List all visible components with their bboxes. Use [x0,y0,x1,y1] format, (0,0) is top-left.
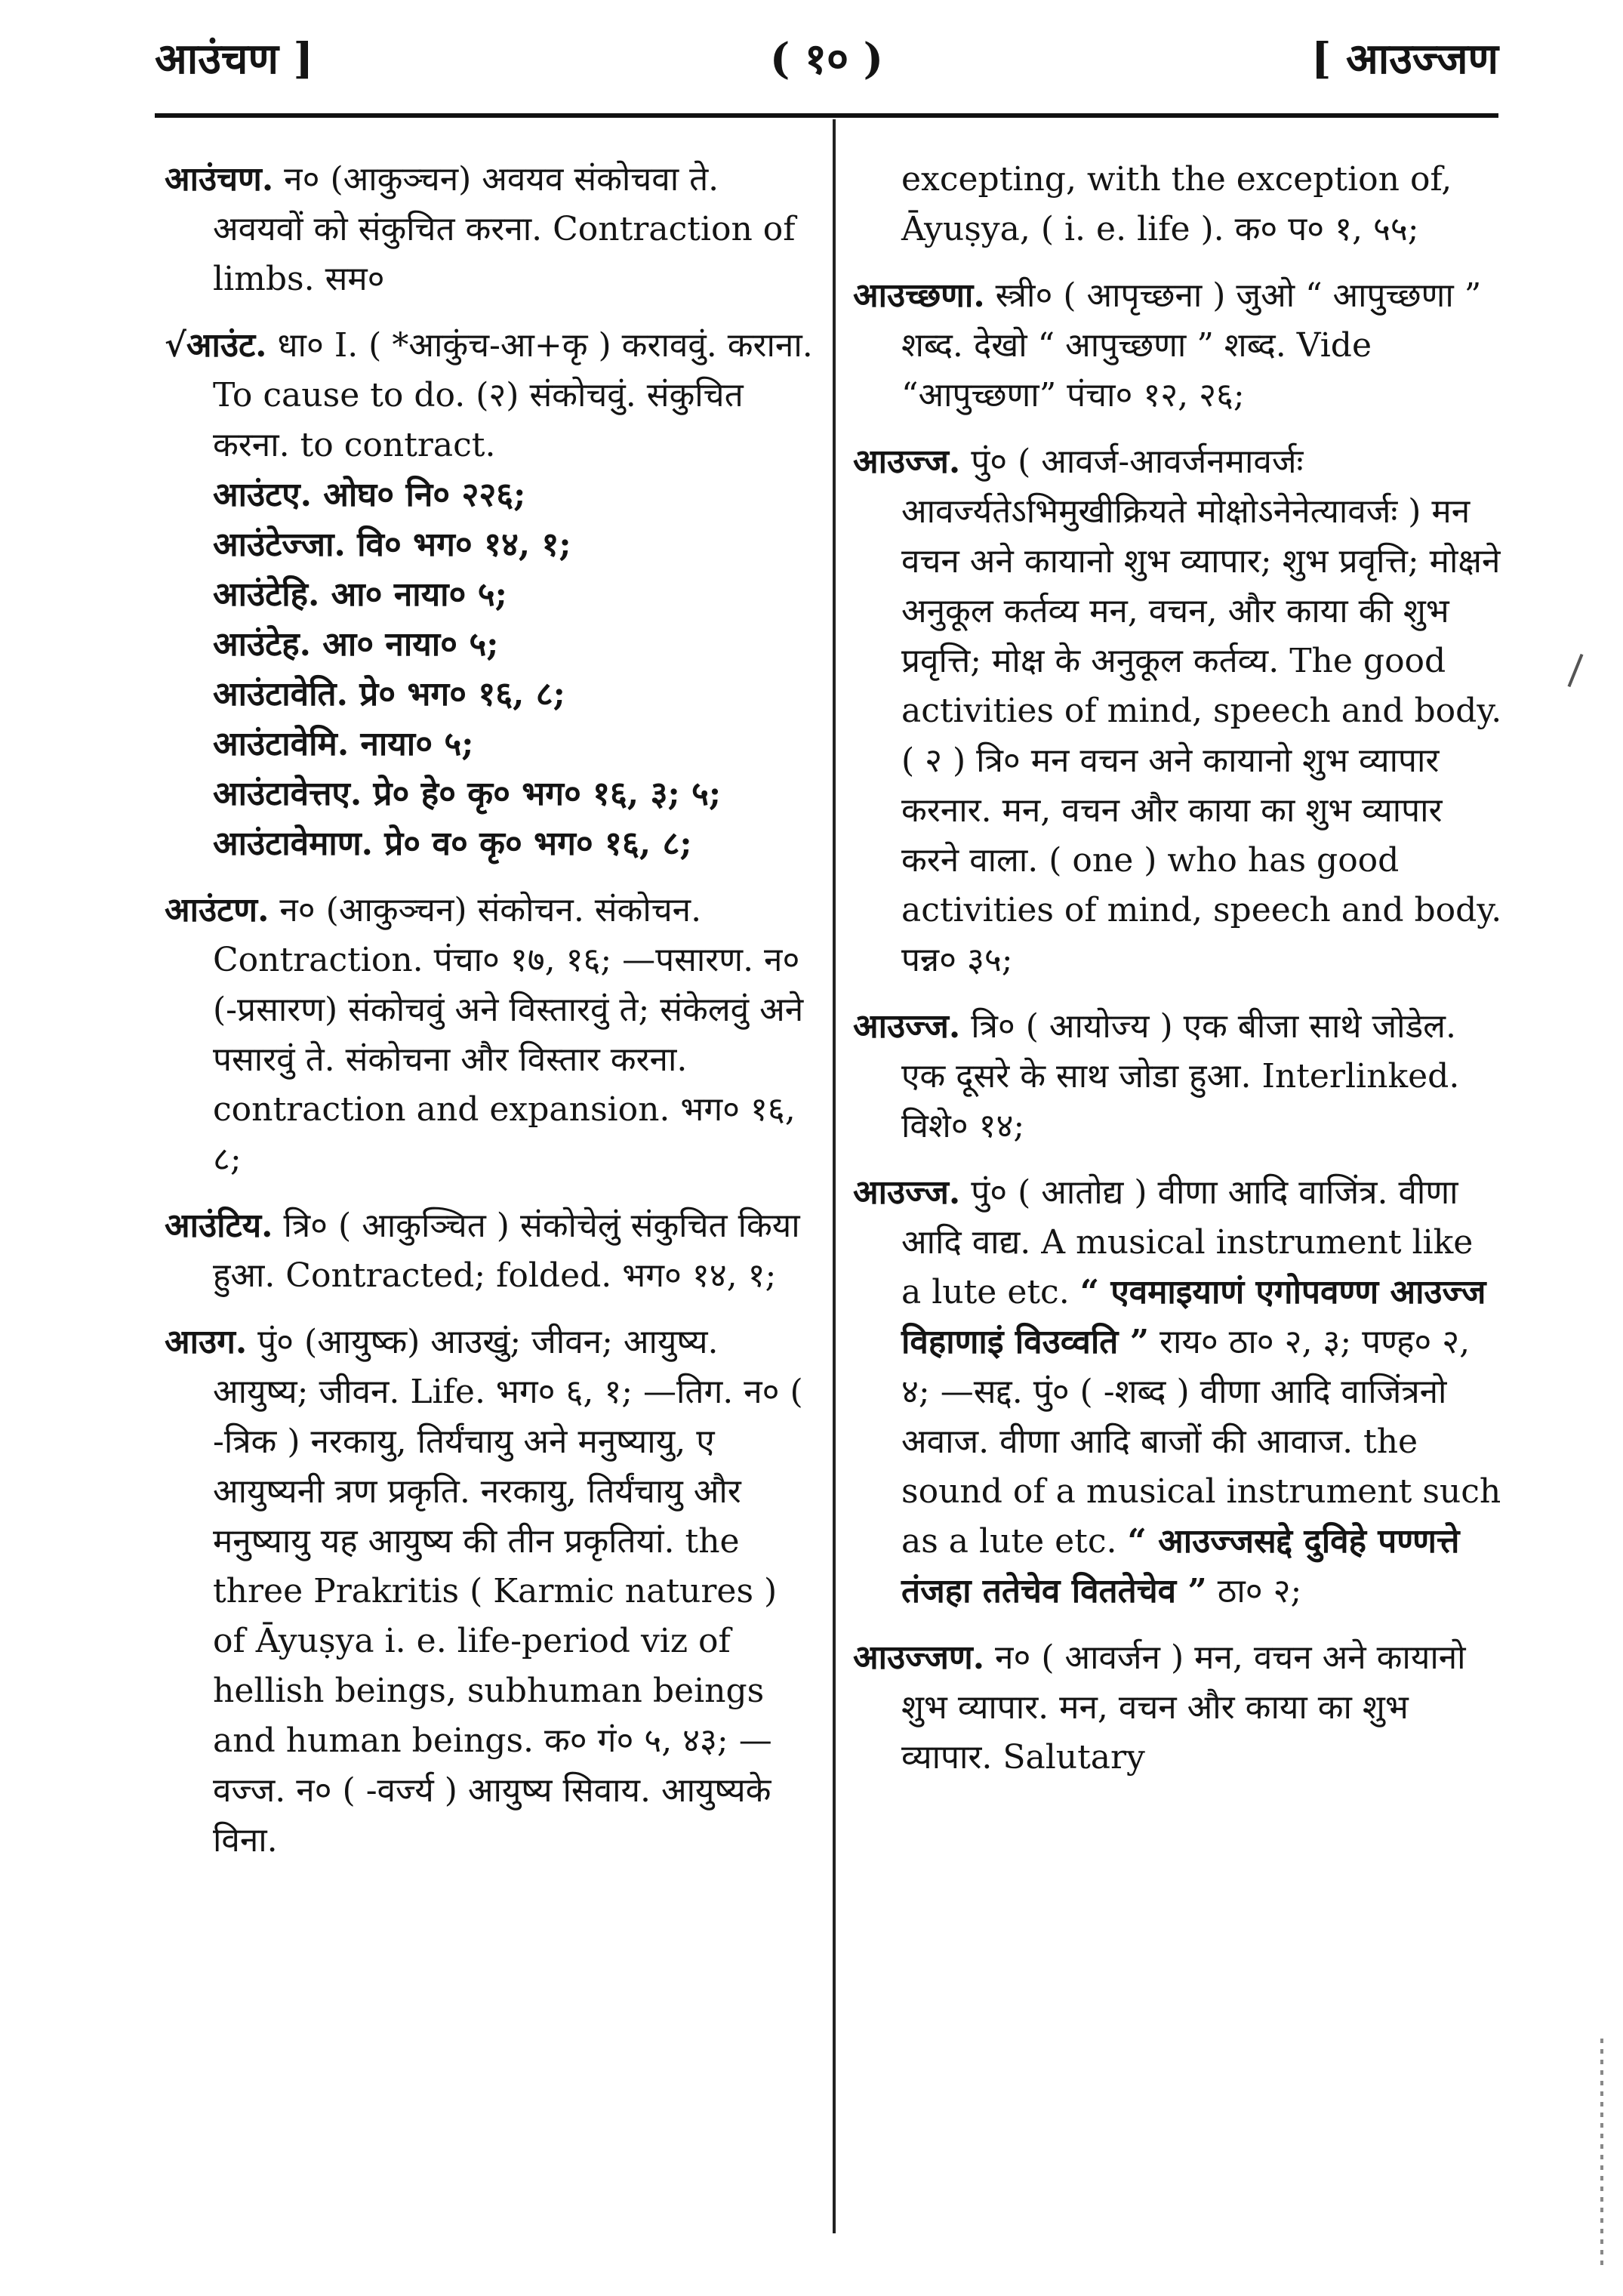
headword: √आउंट. [165,326,267,365]
left-column [165,155,814,2246]
entry-body: न० (आकुञ्चन) संकोचन. संकोचन. Contraction. पंचा० १७, १६; —पसारण. न० (-प्रसारण) संकोचवुं अने विस्तारवुं ते; संकेलवुं अने पसारवुं ते. संकोचना और विस्तार करना. contraction and expansion. भग० १६, ८; [213,891,804,1179]
quotation: “ एवमाइयाणं एगोपवण्ण आउज्ज विहाणाइं विउव्वति ” [901,1273,1486,1361]
dictionary-entry [853,1633,1502,1783]
headword: आउंटण. [165,891,269,929]
entry-body: न० ( आवर्जन ) मन, वचन अने कायानो शुभ व्यापार. मन, वचन और काया का शुभ व्यापार. Salutary [901,1638,1466,1777]
entry-body: पुं० ( आतोद्य ) वीणा आदि वाजिंत्र. वीणा आदि वाद्य. A musical instrument like a lute etc. [901,1173,1474,1311]
dictionary-entry [853,437,1502,985]
inflected-form: आउंटावेमि. नाया० ५; [213,725,474,763]
headword: आउंचण. [165,160,274,199]
dictionary-entry [853,1168,1502,1616]
entry-body: ठा० २; [1217,1572,1302,1610]
inflected-form: आउंटए. ओघ० नि० २२६; [213,476,526,514]
dictionary-entry [165,1201,814,1301]
headword: आउज्ज. [853,1173,961,1212]
entry-body: स्त्री० ( आपृच्छना ) जुओ “ आपुच्छणा ” शब्द. देखो “ आपुच्छणा ” शब्द. Vide “आपुच्छणा” पंचा० १२, २६; [901,276,1482,415]
running-head [155,29,1498,89]
header-rule [155,113,1498,118]
page-number: ( १० ) [769,34,884,84]
dictionary-entry [165,321,814,869]
dictionary-entry [165,155,814,304]
scan-mark [1568,654,1584,687]
headword: आउज्ज. [853,442,961,481]
dictionary-entry [853,271,1502,421]
inflected-form: आउंटावेमाण. प्रे० व० कृ० भग० १६, ८; [213,824,692,863]
scan-edge-noise [1600,2039,1603,2265]
column-divider [833,119,836,2233]
headword: आउग. [165,1323,248,1361]
right-column [853,155,1502,2246]
entry-body: त्रि० ( आयोज्य ) एक बीजा साथे जोडेल. एक दूसरे के साथ जोडा हुआ. Interlinked. विशे० १४; [901,1007,1460,1145]
inflected-form: आउंटावेत्तए. प्रे० हे० कृ० भग० १६, ३; ५; [213,775,722,813]
inflected-form: आउंटेह. आ० नाया० ५; [213,625,499,664]
entry-body: पुं० (आयुष्क) आउखुं; जीवन; आयुष्य. आयुष्य; जीवन. Life. भग० ६, १; —तिग. न० ( -त्रिक ) नरकायु, तिर्यंचायु अने मनुष्यायु, ए आयुष्यनी त्रण प्रकृति. नरकायु, तिर्यंचायु और मनुष्यायु यह आयुष्य की तीन प्रकृतियां. the three Prakritis ( Karmic natures ) of Āyuṣya i. e. life-period viz of hellish beings, subhuman beings and human beings. क० गं० ५, ४३; —वज्ज. न० ( -वर्ज्य ) आयुष्य सिवाय. आयुष्यके विना. [213,1323,803,1860]
entry-body: पुं० ( आवर्ज-आवर्जनमावर्जः आवर्ज्यतेऽभिमुखीक्रियते मोक्षोऽनेनेत्यावर्जः ) मन वचन अने कायानो शुभ व्यापार; शुभ प्रवृत्ति; मोक्षने अनुकूल कर्तव्य मन, वचन, और काया की शुभ प्रवृत्ति; मोक्ष के अनुकूल कर्तव्य. The good activities of mind, speech and body. ( २ ) त्रि० मन वचन अने कायानो शुभ व्यापार करनार. मन, वचन और काया का शुभ व्यापार करने वाला. ( one ) who has good activities of mind, speech and body. पन्न० ३५; [901,442,1502,979]
entry-body: न० (आकुञ्चन) अवयव संकोचवा ते. अवयवों को संकुचित करना. Contraction of limbs. सम० [213,160,796,298]
quotation: “ आउज्जसद्दे दुविहे पण्णत्ते तंजहा ततेचेव विततेचेव ” [901,1522,1460,1610]
dictionary-entry [165,1318,814,1866]
inflected-form: आउंटेज्जा. वि० भग० १४, १; [213,525,571,564]
inflected-form: आउंटावेति. प्रे० भग० १६, ८; [213,675,565,713]
left-guide-word: आउंचण ] [155,34,313,84]
dictionary-entry [165,886,814,1185]
entry-body: राय० ठा० २, ३; पण्ह० २, ४; —सद्द. पुं० ( -शब्द ) वीणा आदि वाजिंत्रनो अवाज. वीणा आदि बाजों की आवाज. the sound of a musical instrument such as a lute etc. [901,1323,1501,1561]
entry-body: धा० I. ( *आकुंच-आ+कृ ) कराववुं. कराना. To cause to do. (२) संकोचवुं. संकुचित करना. to contract. [213,326,813,464]
headword: आउंटिय. [165,1207,273,1245]
right-guide-word: [ आउज्जण [1311,34,1498,84]
dictionary-entry [853,1002,1502,1151]
headword: आउच्छणा. [853,276,985,315]
entry-continuation: excepting, with the exception of, Āyuṣya, ( i. e. life ). क० प० १, ५५; [901,160,1452,248]
inflected-form: आउंटेहि. आ० नाया० ५; [213,575,507,614]
entry-body: त्रि० ( आकुञ्चित ) संकोचेलुं संकुचित किया हुआ. Contracted; folded. भग० १४, १; [213,1207,800,1295]
headword: आउज्ज. [853,1007,961,1046]
headword: आउज्जण. [853,1638,985,1677]
